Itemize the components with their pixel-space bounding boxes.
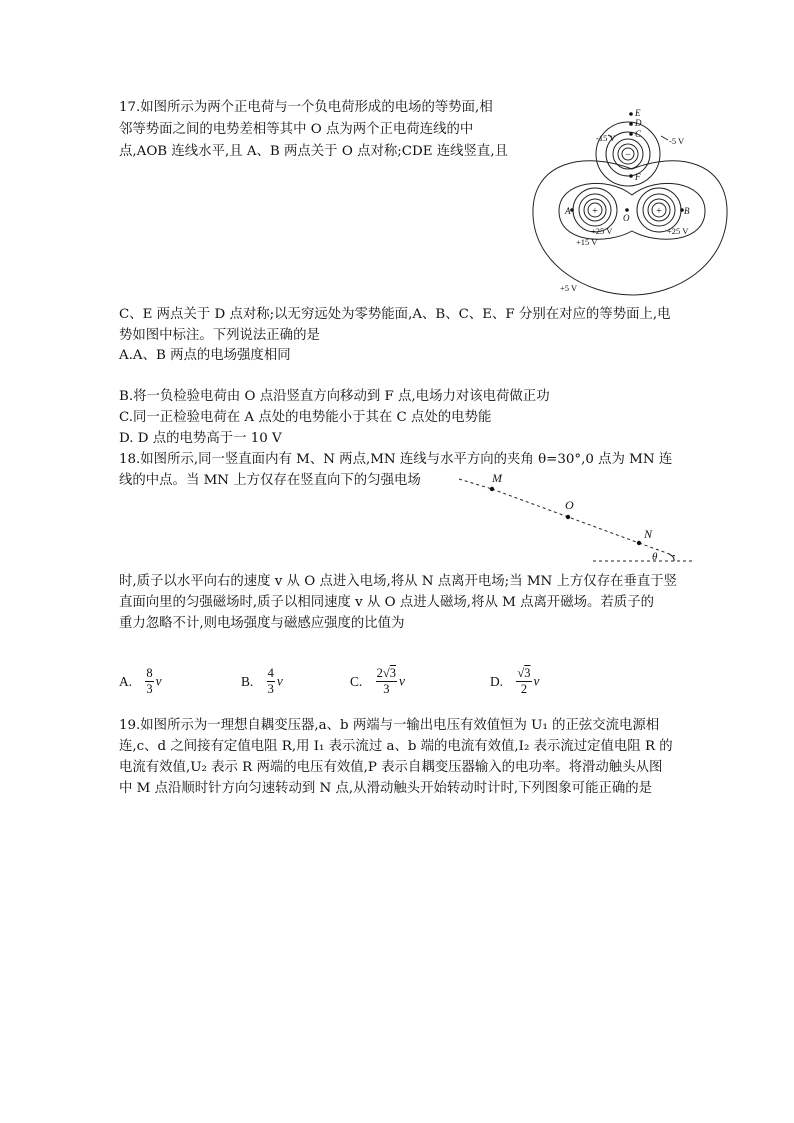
- sqrt-icon: √: [517, 666, 525, 680]
- point-label-c: C: [635, 129, 642, 139]
- q17-option-a: A.A、B 两点的电场强度相同: [119, 348, 291, 363]
- q17-option-c: C.同一正检验电荷在 A 点处的电势能小于其在 C 点处的电势能: [119, 410, 492, 425]
- fraction: $\frac{8}{3}$: [146, 666, 153, 696]
- q17-line-4: C、E 两点关于 D 点对称;以无穷远处为零势能面,A、B、C、E、F 分别在对应的等势面上,电: [119, 307, 671, 322]
- point-label-o: O: [623, 213, 630, 223]
- fraction: $\frac{4}{3}$: [267, 666, 274, 696]
- point-label-d: D: [635, 118, 642, 128]
- potential-label-plus15: +15 V: [576, 237, 598, 247]
- equipotential-figure: [527, 103, 737, 301]
- potential-label-plus25-right: +25 V: [667, 226, 689, 236]
- q18-line-4: 直面向里的匀强磁场时,质子以相同速度 v 从 O 点进人磁场,将从 M 点离开磁场。若质子的: [119, 595, 654, 610]
- equipotential-5v: [533, 161, 727, 295]
- q18-option-b: B. $\frac{4}{3}$ v: [241, 666, 283, 696]
- q18-line-5: 重力忽略不计,则电场强度与磁感应强度的比值为: [119, 616, 405, 631]
- mn-line-figure: [455, 470, 705, 570]
- fraction: $\frac{2√3}{3}$: [376, 666, 397, 696]
- q18-option-c: C. $\frac{2√3}{3}$ v: [350, 666, 405, 696]
- q19-line-1: 19.如图所示为一理想自耦变压器,a、b 两端与一输出电压有效值恒为 U₁ 的正弦交流电源相: [119, 718, 660, 733]
- label-m: M: [492, 471, 502, 485]
- point-label-a: A: [565, 206, 571, 216]
- q18-line-3: 时,质子以水平向右的速度 v 从 O 点进入电场,将从 N 点离开电场;当 MN 上方仅存在垂直于竖: [119, 574, 678, 589]
- q18-option-d: D. $\frac{√3}{2}$ v: [490, 666, 540, 696]
- q18-line-1: 18.如图所示,同一竖直面内有 M、N 两点,MN 连线与水平方向的夹角 θ=30°,0 点为 MN 连: [119, 452, 673, 467]
- potential-label-plus5: +5 V: [560, 283, 578, 293]
- potential-label-plus25-left: +25 V: [591, 226, 613, 236]
- q17-option-d: D. D 点的电势高于一 10 V: [119, 431, 282, 446]
- label-theta: θ: [652, 551, 658, 563]
- q18-line-2: 线的中点。当 MN 上方仅存在竖直向下的匀强电场: [119, 473, 421, 488]
- positive-charge-sign-right: +: [656, 206, 662, 217]
- q17-line-1: 17.如图所示为两个正电荷与一个负电荷形成的电场的等势面,相: [119, 100, 493, 115]
- fraction: $\frac{√3}{2}$: [517, 666, 531, 696]
- point-label-e: E: [635, 108, 641, 118]
- q17-option-b: B.将一负检验电荷由 O 点沿竖直方向移动到 F 点,电场力对该电荷做正功: [119, 389, 550, 404]
- negative-charge-sign: −: [625, 150, 631, 161]
- sqrt-icon: √: [382, 666, 390, 680]
- q19-line-4: 中 M 点沿顺时针方向匀速转动到 N 点,从滑动触头开始转动时计时,下列图象可能正确的是: [119, 781, 653, 796]
- q19-line-3: 电流有效值,U₂ 表示 R 两端的电压有效值,P 表示自耦变压器输入的电功率。将滑动触头从图: [119, 760, 663, 775]
- q17-line-2: 邻等势面之间的电势差相等其中 O 点为两个正电荷连线的中: [119, 122, 474, 137]
- positive-charge-sign-left: +: [592, 206, 598, 217]
- point-label-b: B: [684, 206, 690, 216]
- point-label-f: F: [635, 172, 641, 182]
- label-n: N: [644, 527, 653, 541]
- q17-line-3: 点,AOB 连线水平,且 A、B 两点关于 O 点对称;CDE 连线竖直,且: [119, 144, 508, 159]
- potential-label-minus15: -15 V: [596, 133, 616, 143]
- potential-label-minus5: -5 V: [669, 136, 685, 146]
- q17-line-5: 势如图中标注。下列说法正确的是: [119, 328, 320, 343]
- q19-line-2: 连,c、d 之间接有定值电阻 R,用 I₁ 表示流过 a、b 端的电流有效值,I₂ 表示流过定值电阻 R 的: [119, 739, 673, 754]
- q18-option-a: A. $\frac{8}{3}$ v: [119, 666, 162, 696]
- label-o: O: [565, 498, 574, 512]
